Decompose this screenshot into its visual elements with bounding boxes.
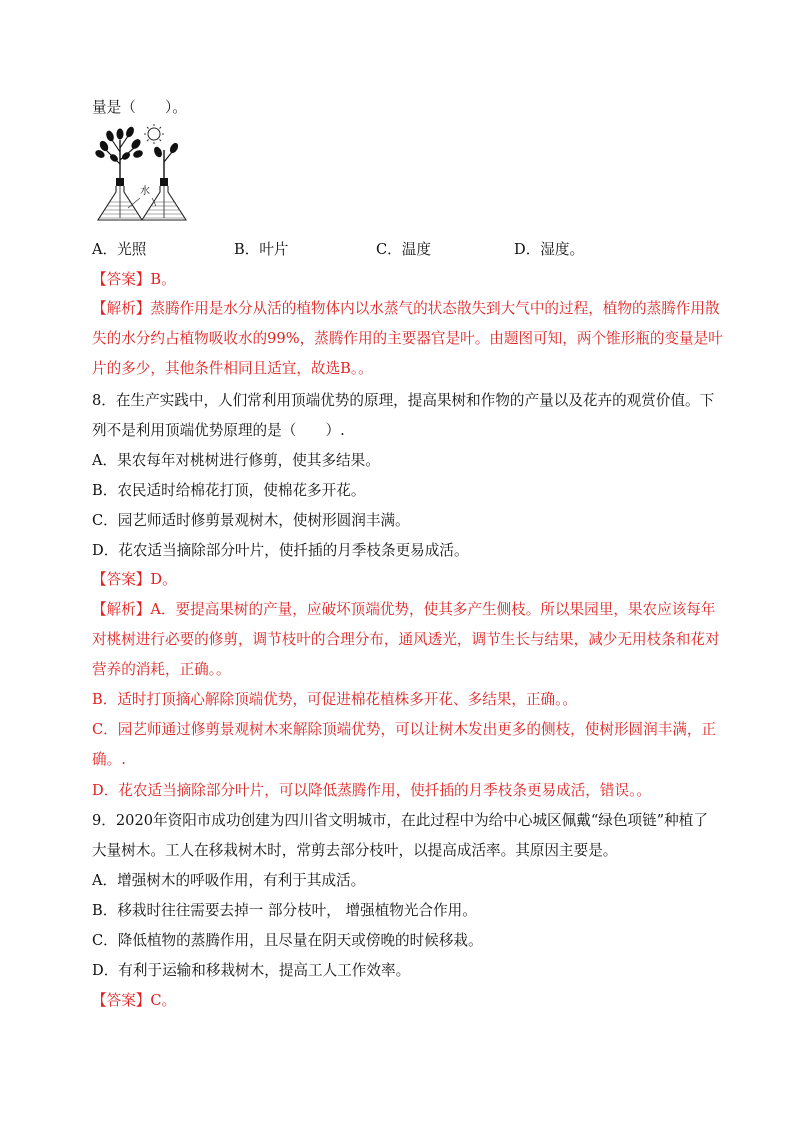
sparse-plant-icon xyxy=(153,142,179,182)
right-conical-flask xyxy=(142,178,186,220)
flask-experiment-figure xyxy=(92,122,212,230)
q8-stem-line-2: 列不是利用顶端优势原理的是（ ）. xyxy=(92,422,345,439)
q8-option-c: C．园艺师适时修剪景观树木，使树形圆润丰满。 xyxy=(92,512,410,529)
q8-option-b: B．农民适时给棉花打顶，使棉花多开花。 xyxy=(92,482,366,499)
left-conical-flask xyxy=(98,178,142,220)
q8-answer: 【答案】D。 xyxy=(92,571,177,588)
q7-option-a: A．光照 xyxy=(92,241,147,258)
leafy-plant-icon xyxy=(95,126,144,182)
q7-analysis-tag: 【解析】 xyxy=(92,300,151,317)
q9-stem-line-2: 大量树木。工人在移栽树木时，常剪去部分枝叶，以提高成活率。其原因主要是。 xyxy=(92,842,618,859)
q7-option-d: D．湿度。 xyxy=(514,241,585,258)
q9-option-c: C．降低植物的蒸腾作用，且尽量在阴天或傍晚的时候移栽。 xyxy=(92,932,483,949)
q8-analysis-line-3: 营养的消耗，正确。。 xyxy=(92,661,231,678)
q7-analysis-line-2: 失的水分约占植物吸收水的99%，蒸腾作用的主要器官是叶。由题图可知，两个锥形瓶的变量是叶 xyxy=(92,330,723,347)
q8-analysis-line-1: 【解析】A．要提高果树的产量，应破坏顶端优势，使其多产生侧枝。所以果园里，果农应该每年 xyxy=(92,601,716,618)
q9-option-b: B．移栽时往往需要去掉一 部分枝叶， 增强植物光合作用。 xyxy=(92,902,477,919)
q8-analysis-line-6: 确。. xyxy=(92,751,126,768)
q9-stem-line-1: 9．2020年资阳市成功创建为四川省文明城市，在此过程中为给中心城区佩戴“绿色项链”种植了 xyxy=(92,812,708,829)
q8-analysis-tag: 【解析】 xyxy=(92,601,151,618)
q8-analysis-line-5: C．园艺师通过修剪景观树木来解除顶端优势，可以让树木发出更多的侧枝，使树形圆润丰满，正 xyxy=(92,721,717,738)
q8-analysis-line-4: B．适时打顶摘心解除顶端优势，可促进棉花植株多开花、多结果，正确。。 xyxy=(92,691,578,708)
q8-stem-line-1: 8．在生产实践中，人们常利用顶端优势的原理，提高果树和作物的产量以及花卉的观赏价值。下 xyxy=(92,392,715,409)
sun-icon xyxy=(144,124,164,144)
water-label: 水 xyxy=(140,186,150,197)
q7-answer: 【答案】B。 xyxy=(92,271,176,288)
flask-plant-diagram xyxy=(92,122,212,226)
q7-option-b: B．叶片 xyxy=(234,241,289,258)
q9-option-d: D．有利于运输和移栽树木，提高工人工作效率。 xyxy=(92,962,411,979)
q7-analysis-line-3: 片的多少，其他条件相同且适宜，故选B。。 xyxy=(92,360,373,377)
q8-analysis-line-7: D．花农适当摘除部分叶片，可以降低蒸腾作用，使扦插的月季枝条更易成活，错误。。 xyxy=(92,782,651,799)
q9-option-a: A．增强树木的呼吸作用，有利于其成活。 xyxy=(92,872,366,889)
q8-option-a: A．果农每年对桃树进行修剪，使其多结果。 xyxy=(92,452,380,469)
q8-option-d: D．花农适当摘除部分叶片，使扦插的月季枝条更易成活。 xyxy=(92,542,469,559)
q8-analysis-line-2: 对桃树进行必要的修剪，调节枝叶的合理分布，通风透光，调节生长与结果，减少无用枝条和花对 xyxy=(92,631,720,648)
q9-answer: 【答案】C。 xyxy=(92,992,177,1009)
q7-stem-tail: 量是（ ）。 xyxy=(92,99,187,116)
q7-option-c: C．温度 xyxy=(376,241,431,258)
q7-analysis-line-1: 【解析】蒸腾作用是水分从活的植物体内以水蒸气的状态散失到大气中的过程，植物的蒸腾作用散 xyxy=(92,300,720,317)
